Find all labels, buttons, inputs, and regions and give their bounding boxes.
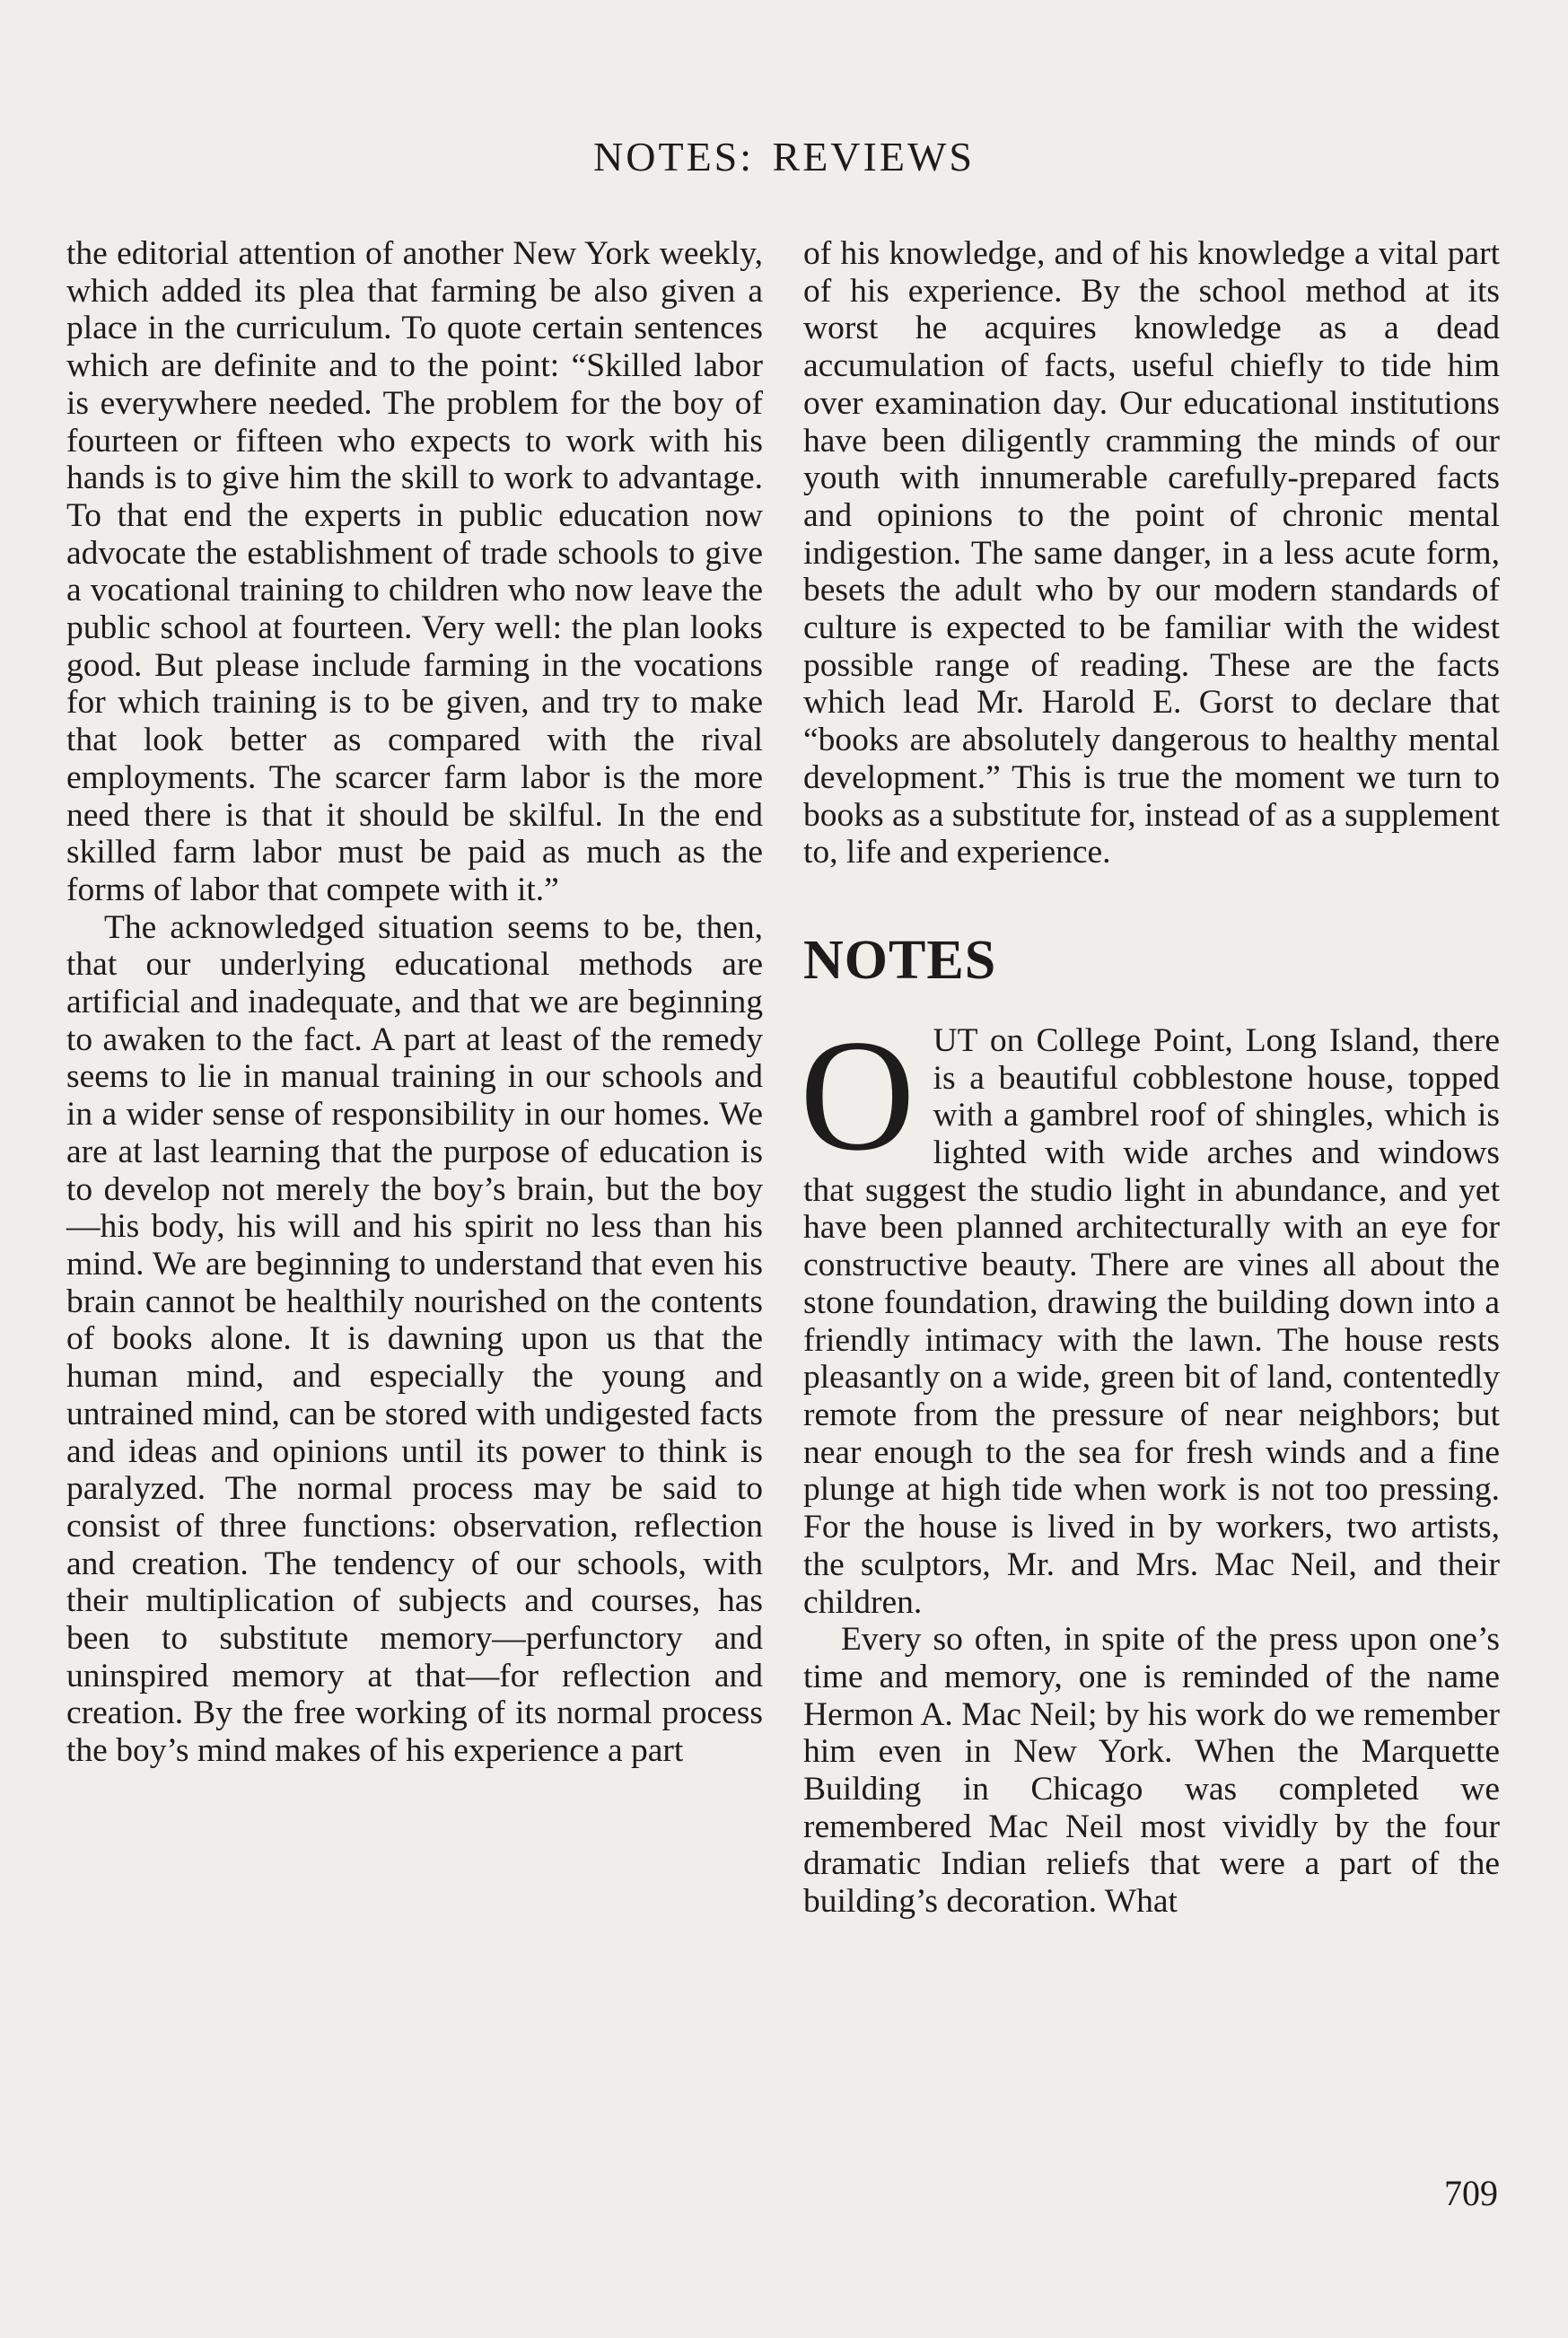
drop-cap-letter: O [800, 1005, 915, 1184]
page-number: 709 [1444, 2173, 1498, 2213]
right-column [800, 235, 1500, 1921]
notes-section-heading: NOTES [803, 929, 997, 991]
right-paragraph-review-end: of his knowledge, and of his knowledge a vital part of his experience. By the school method at its worst he acquires knowledge as a dead accumulation of facts, useful chiefly to tide him over examination day. Our educational institutions have been diligently cramming the minds of our youth with innumerable carefully-prepared facts and opinions to the point of chronic mental indigestion. The same danger, in a less acute form, besets the adult who by our modern standards of culture is expected to be familiar with the widest possible range of reading. These are the facts which lead Mr. Harold E. Gorst to declare that “books are absolutely dangerous to healthy mental development.” This is true the moment we turn to books as a substitute for, instead of as a supplement to, life and experience. [803, 235, 1500, 871]
running-header: NOTES: REVIEWS [593, 134, 975, 180]
notes-first-paragraph [800, 1005, 1500, 1621]
left-paragraph-education: The acknowledged situation seems to be, then, that our underlying educational methods are artificial and inadequate, and that we are beginning to awaken to the fact. A part at least of the remedy seems to lie in manual training in our schools and in a wider sense of responsibility in our homes. We are at last learning that the purpose of education is to develop not merely the boy’s brain, but the boy—his body, his will and his spirit no less than his mind. We are beginning to understand that even his brain cannot be healthily nourished on the contents of books alone. It is dawning upon us that the human mind, and especially the young and untrained mind, can be stored with undigested facts and ideas and opinions until its power to think is paralyzed. The normal process may be said to consist of three functions: observation, reflection and creation. The tendency of our schools, with their multiplication of subjects and courses, has been to substitute memory—perfunctory and uninspired memory at that—for reflection and creation. By the free working of its normal process the boy’s mind makes of his experience a part [66, 908, 763, 1770]
left-paragraph-continued: the editorial attention of another New York weekly, which added its plea that farming be also given a place in the curriculum. To quote certain sentences which are definite and to the point: “Skilled labor is everywhere needed. The problem for the boy of fourteen or fifteen who expects to work with his hands is to give him the skill to work to advantage. To that end the experts in public education now advocate the establishment of trade schools to give a vocational training to children who now leave the public school at fourteen. Very well: the plan looks good. But please include farming in the vocations for which training is to be given, and try to make that look better as compared with the rival employments. The scarcer farm labor is the more need there is that it should be skilful. In the end skilled farm labor must be paid as much as the forms of labor that compete with it.” [66, 235, 763, 908]
notes-first-paragraph-text: UT on College Point, Long Island, there is a beautiful cobblestone house, topped with a gambrel roof of shingles, which is lighted with wide arches and windows that suggest the studio light in abundance, and yet have been planned architecturally with an eye for constructive beauty. There are vines all about the stone foundation, drawing the building down into a friendly intimacy with the lawn. The house rests pleasantly on a wide, green bit of land, contentedly remote from the pressure of near neighbors; but near enough to the sea for fresh winds and a fine plunge at high tide when work is not too pressing. For the house is lived in by workers, two artists, the sculptors, Mr. and Mrs. Mac Neil, and their children. [803, 1021, 1500, 1621]
left-column [66, 235, 763, 1770]
notes-second-paragraph: Every so often, in spite of the press upon one’s time and memory, one is reminded of the name Hermon A. Mac Neil; by his work do we remember him even in New York. When the Marquette Building in Chicago was completed we remembered Mac Neil most vividly by the four dramatic Indian reliefs that were a part of the building’s decoration. What [803, 1621, 1500, 1921]
